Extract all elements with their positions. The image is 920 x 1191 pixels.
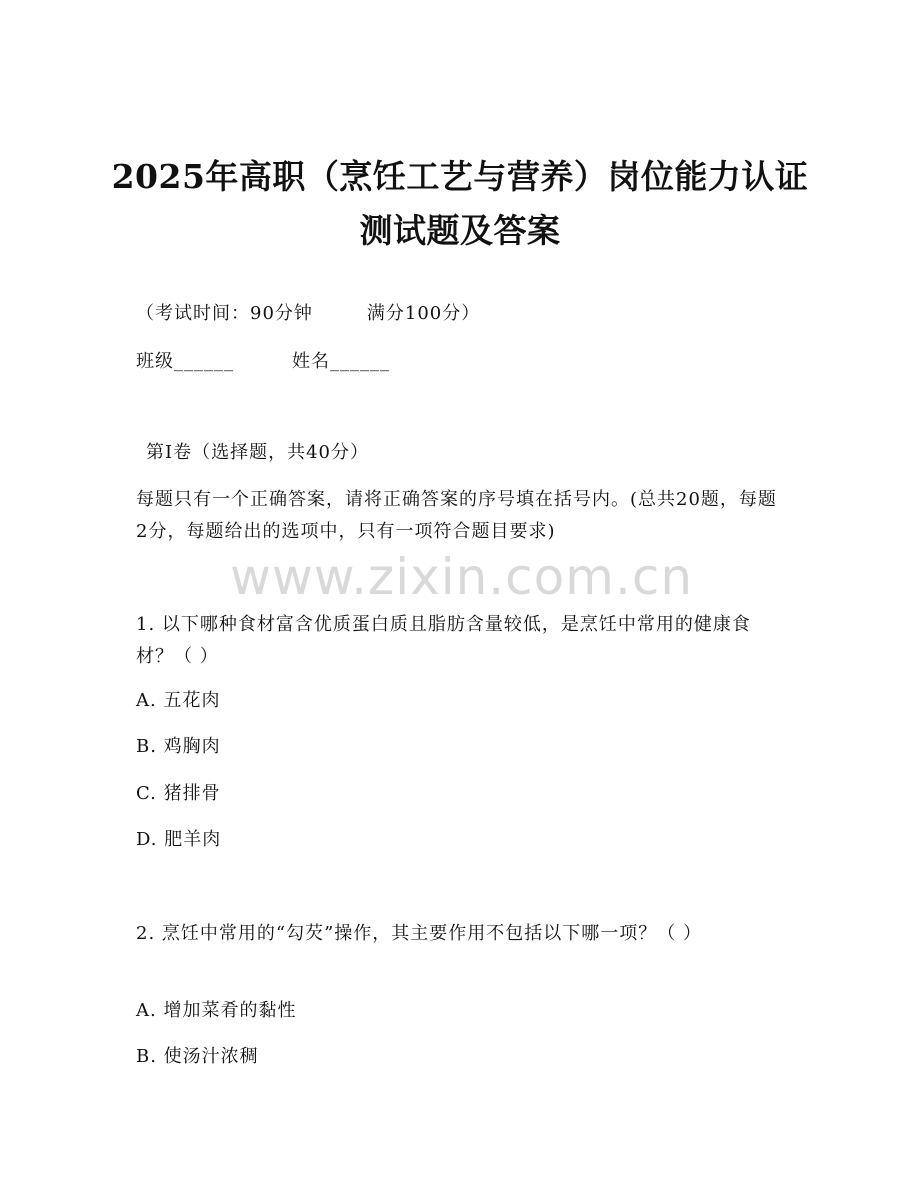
section-title: 第Ⅰ卷（选择题，共40分）	[146, 442, 370, 463]
question-1-option-c: C. 猪排骨	[136, 783, 221, 804]
watermark: www.zixin.com.cn	[230, 548, 694, 606]
question-1-option-a: A. 五花肉	[136, 690, 221, 711]
exam-score: 满分100分）	[366, 303, 481, 324]
name-field: 姓名______	[292, 351, 390, 372]
question-1-option-d: D. 肥羊肉	[136, 829, 222, 850]
instructions: 每题只有一个正确答案，请将正确答案的序号填在括号内。(总共20题，每题2分，每题给出的选项中，只有一项符合题目要求)	[136, 489, 777, 542]
exam-time: （考试时间：90分钟	[136, 303, 313, 324]
exam-info	[136, 302, 480, 326]
student-fields	[136, 350, 390, 374]
document-title: 2025年高职（烹饪工艺与营养）岗位能力认证测试题及答案	[111, 157, 809, 250]
question-2-stem: 2. 烹饪中常用的“勾芡”操作，其主要作用不包括以下哪一项？（ ）	[136, 923, 703, 944]
question-1-option-b: B. 鸡胸肉	[136, 736, 221, 757]
class-field: 班级______	[136, 351, 234, 372]
question-2-option-b: B. 使汤汁浓稠	[136, 1046, 259, 1067]
question-2-option-a: A. 增加菜肴的黏性	[136, 1000, 297, 1021]
question-1-stem: 1. 以下哪种食材富含优质蛋白质且脂肪含量较低，是烹饪中常用的健康食材？（ ）	[136, 614, 751, 667]
